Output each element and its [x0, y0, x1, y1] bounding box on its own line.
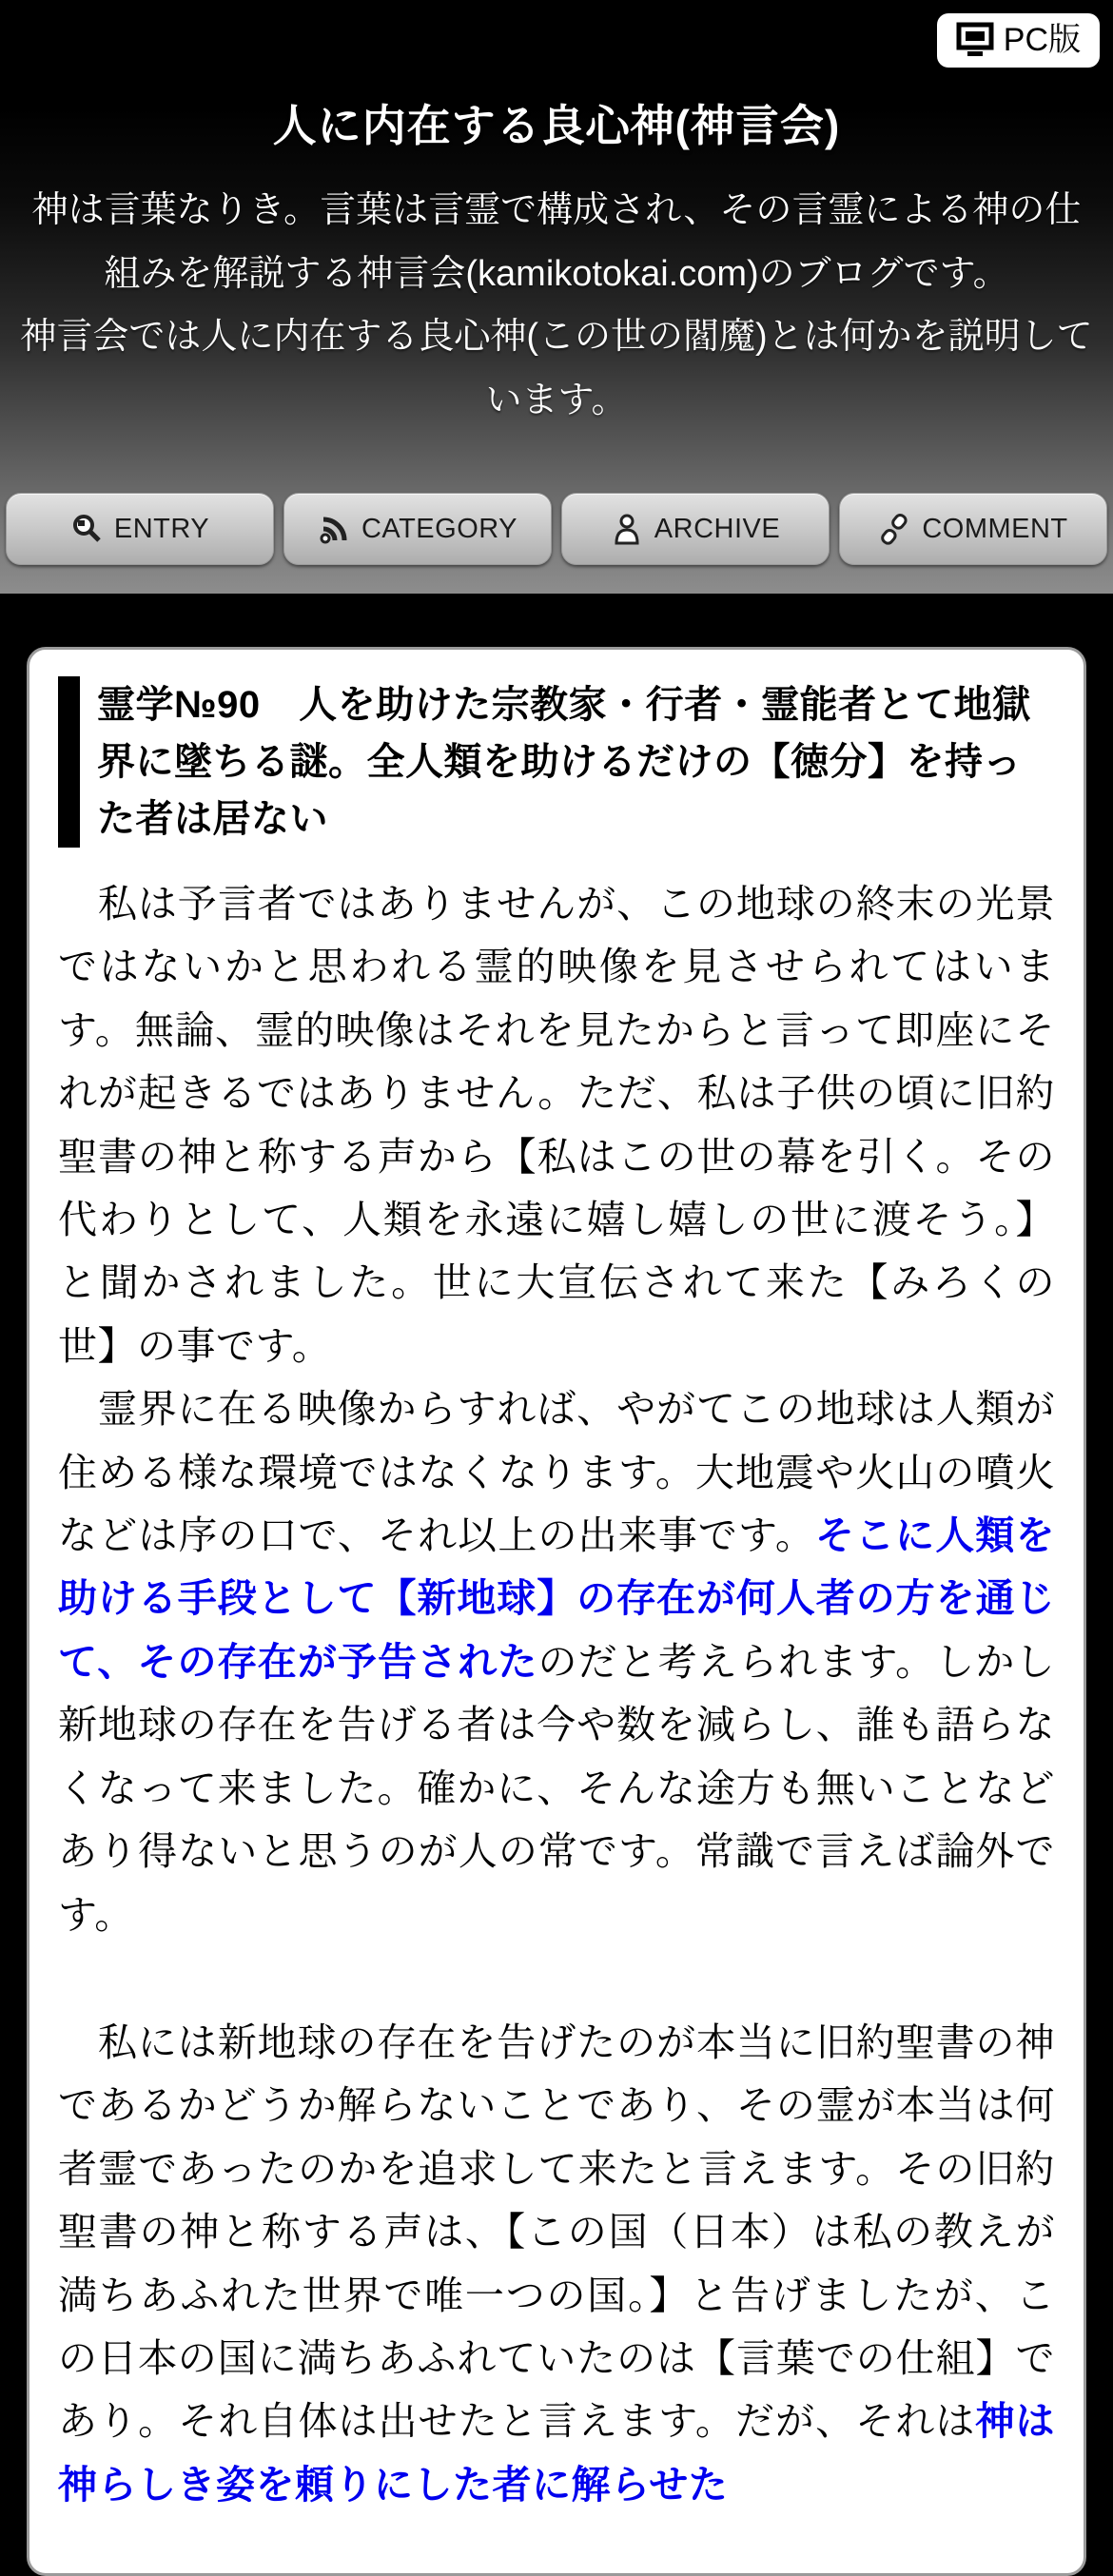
feed-icon	[318, 513, 350, 545]
nav-button-comment[interactable]	[839, 493, 1107, 565]
article-title[interactable]: 霊学№90 人を助けた宗教家・行者・霊能者とて地獄界に墜ちる謎。全人類を助けるだけの【徳分】を持った者は居ない	[97, 684, 1031, 840]
pc-version-label: PC版	[1003, 22, 1081, 58]
nav-button-archive[interactable]	[561, 493, 830, 565]
article-header	[58, 676, 1055, 848]
body-text: 霊界に在る映像からすれば、やがてこの地球は人類が住める様な環境ではなくなります。大地震や火山の噴火などは序の口で、それ以上の出来事です。	[58, 1387, 1055, 1558]
nav-button-label: ENTRY	[113, 513, 210, 544]
magnifier-icon	[70, 513, 103, 545]
highlighted-text: 神は神らしき姿を頼りにした者に解らせた	[58, 2399, 1056, 2507]
site-description-line2: 神言会では人に内在する良心神(この世の閻魔)とは何かを説明しています。	[20, 317, 1093, 420]
article-title-bar	[58, 676, 80, 848]
article-paragraph	[58, 872, 1055, 1377]
highlighted-text: そこに人類を助ける手段として【新地球】の存在が何人者の方を通じて、その存在が予告された	[58, 1513, 1055, 1684]
article-body	[58, 872, 1055, 2516]
pc-version-button[interactable]	[937, 13, 1100, 68]
nav-button-entry[interactable]	[6, 493, 274, 565]
person-icon	[611, 513, 643, 545]
article-card	[27, 647, 1086, 2576]
nav-button-category[interactable]	[283, 493, 552, 565]
monitor-icon	[956, 22, 994, 58]
nav-button-label: COMMENT	[922, 513, 1068, 544]
body-text: 私には新地球の存在を告げたのが本当に旧約聖書の神であるかどうか解らないことであり、その霊が本当は何者霊であったのかを追求して来たと言えます。その旧約聖書の神と称する声は、【この国（日本）は私の教えが満ちあふれた世界で唯一つの国。】と告げましたが、この日本の国に満ちあふれていたのは【言葉での仕組】であり。それ自体は出せたと言えます。だが、それは	[58, 2020, 1055, 2444]
content-area	[0, 594, 1113, 2576]
body-text: 私は予言者ではありませんが、この地球の終末の光景ではないかと思われる霊的映像を見させられてはいます。無論、霊的映像はそれを見たからと言って即座にそれが起きるではありません。ただ、私は子供の頃に旧約聖書の神と称する声から【私はこの世の幕を引く。その代わりとして、人類を永遠に嬉し嬉しの世に渡そう。】と聞かされました。世に大宣伝されて来た【みろくの世】の事です。	[58, 882, 1055, 1368]
article-paragraph	[58, 2011, 1055, 2516]
site-description-line1: 神は言葉なりき。言葉は言霊で構成され、その言霊による神の仕組みを解説する神言会(kamikotokai.com)のブログです。	[31, 190, 1082, 294]
nav-button-label: ARCHIVE	[654, 513, 781, 544]
site-header	[0, 0, 1113, 594]
site-title: 人に内在する良心神(神言会)	[272, 101, 841, 150]
nav-button-label: CATEGORY	[361, 513, 518, 544]
main-nav	[0, 493, 1113, 565]
body-text: のだと考えられます。しかし新地球の存在を告げる者は今や数を減らし、誰も語らなくなって来ました。確かに、そんな途方も無いことなどあり得ないと思うのが人の常です。常識で言えば論外です。	[58, 1639, 1055, 1937]
pen-icon	[878, 513, 910, 545]
article-paragraph	[58, 1377, 1055, 1946]
